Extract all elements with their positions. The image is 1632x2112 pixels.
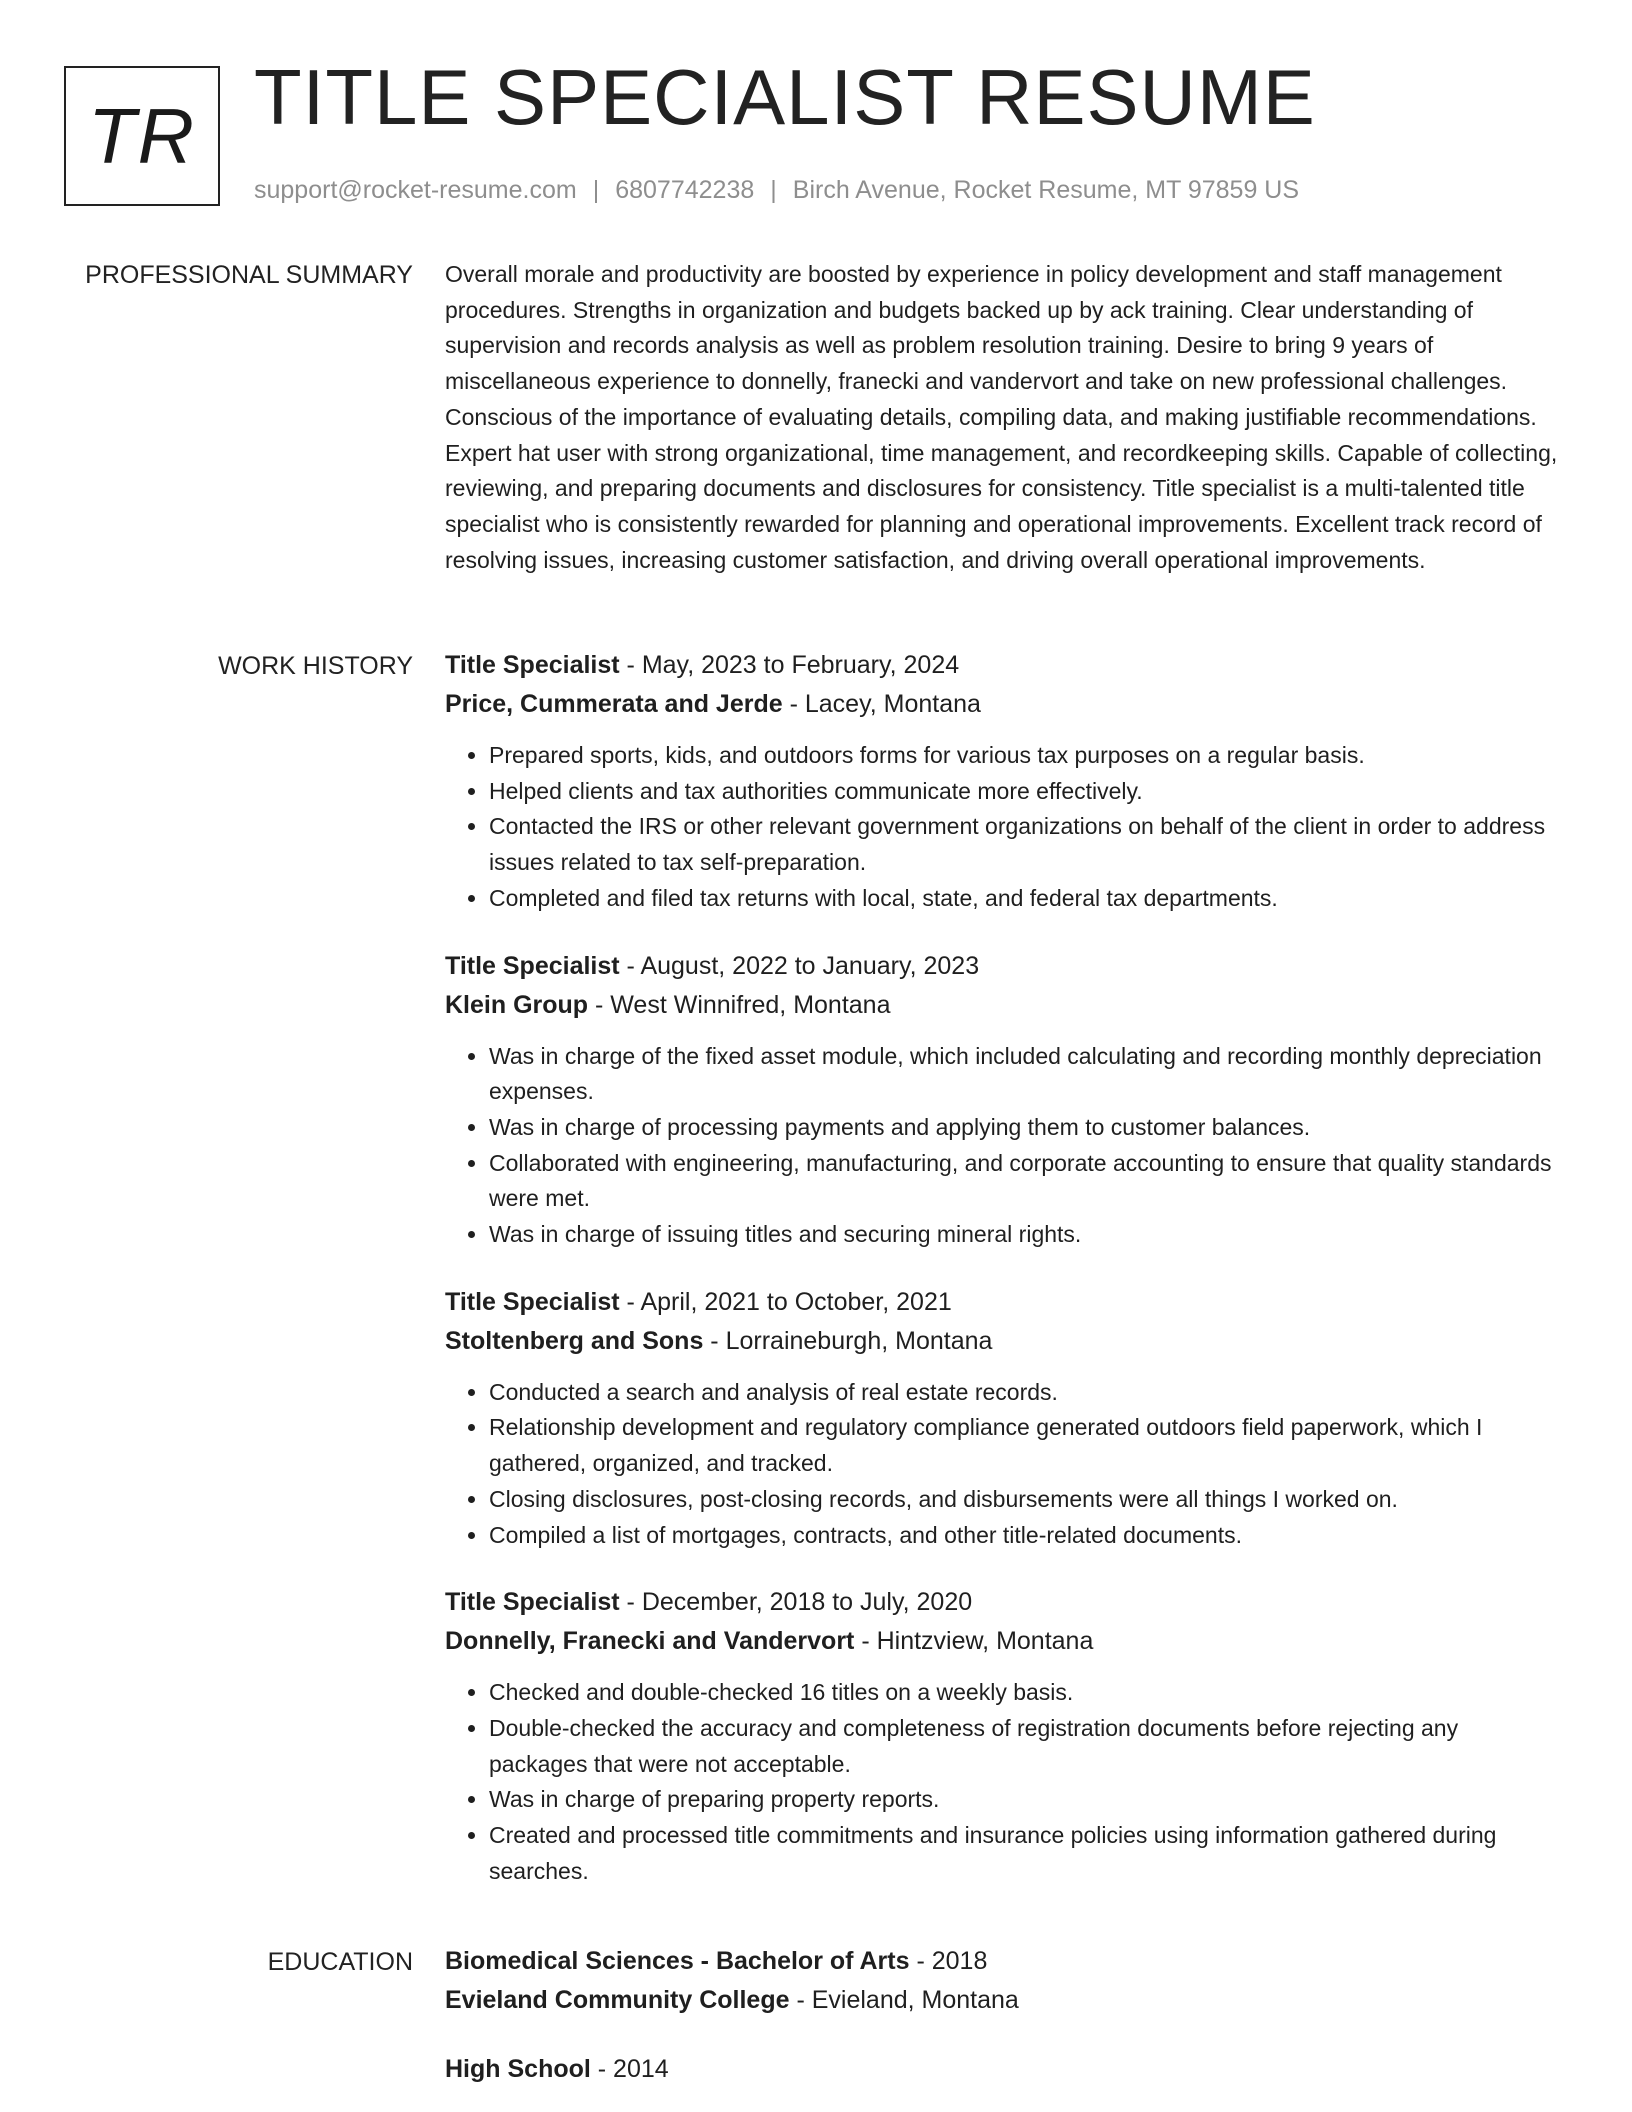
monogram-text: TR bbox=[88, 91, 196, 180]
job-title-line bbox=[445, 1283, 1560, 1322]
job-bullet: • Compiled a list of mortgages, contracts, and other title-related documents. bbox=[489, 1518, 1560, 1554]
job-bullet: • Prepared sports, kids, and outdoors forms for various tax purposes on a regular basis. bbox=[489, 738, 1560, 774]
job-location: - Lacey, Montana bbox=[782, 690, 981, 718]
contact-phone[interactable]: 6807742238 bbox=[615, 176, 755, 204]
education-school-line bbox=[445, 1981, 1560, 2020]
job-bullet: • Relationship development and regulatory compliance generated outdoors field paperwork, which I gathered, organized, and tracked. bbox=[489, 1410, 1560, 1481]
job-entry bbox=[445, 1583, 1560, 1889]
monogram-logo bbox=[64, 66, 220, 206]
job-title: Title Specialist bbox=[445, 651, 620, 679]
job-company: Price, Cummerata and Jerde bbox=[445, 690, 783, 718]
education-list bbox=[445, 1942, 1560, 2089]
job-company-line bbox=[445, 685, 1560, 724]
job-bullets bbox=[445, 1375, 1560, 1554]
job-title-line bbox=[445, 646, 1560, 685]
education-degree-line bbox=[445, 1942, 1560, 1981]
summary-text: Overall morale and productivity are boosted by experience in policy development and staff management procedures. Strengths in organization and budgets backed up by ack training. Clear understanding of supervision and records analysis as well as problem resolution training. Desire to bring 9 years of miscellaneous experience to donnelly, franecki and vandervort and take on new professional challenges. Conscious of the importance of evaluating details, compiling data, and making justifiable recommendations. Expert hat user with strong organizational, time management, and recordkeeping skills. Capable of collecting, reviewing, and preparing documents and disclosures for consistency. Title specialist is a multi-talented title specialist who is consistently rewarded for planning and operational improvements. Excellent track record of resolving issues, increasing customer satisfaction, and driving overall operational improvements. bbox=[445, 261, 1558, 573]
job-location: - Lorraineburgh, Montana bbox=[703, 1326, 993, 1355]
job-bullet: • Helped clients and tax authorities communicate more effectively. bbox=[489, 774, 1560, 810]
job-bullet: • Closing disclosures, post-closing records, and disbursements were all things I worked on. bbox=[489, 1482, 1560, 1518]
job-company: Stoltenberg and Sons bbox=[445, 1326, 704, 1355]
job-bullets bbox=[445, 738, 1560, 917]
education-degree: High School bbox=[445, 2055, 591, 2083]
contact-separator: | bbox=[592, 176, 600, 204]
job-company: Klein Group bbox=[445, 990, 589, 1019]
education-degree: Biomedical Sciences - Bachelor of Arts bbox=[445, 1947, 910, 1975]
job-bullets bbox=[445, 1675, 1560, 1889]
job-location: - Hintzview, Montana bbox=[854, 1627, 1094, 1656]
job-dates: - May, 2023 to February, 2024 bbox=[619, 651, 960, 679]
education-location: - Evieland, Montana bbox=[789, 1986, 1019, 2014]
education-label: EDUCATION bbox=[267, 1948, 413, 1976]
job-dates: - December, 2018 to July, 2020 bbox=[619, 1588, 973, 1617]
contact-separator: | bbox=[770, 176, 777, 204]
resume-title: TITLE SPECIALIST RESUME bbox=[254, 53, 1316, 141]
job-title: Title Specialist bbox=[445, 951, 620, 980]
job-title-line bbox=[445, 1583, 1560, 1622]
job-company-line bbox=[445, 1622, 1560, 1661]
job-dates: - August, 2022 to January, 2023 bbox=[619, 951, 980, 980]
education-school: Evieland Community College bbox=[445, 1986, 790, 2014]
job-bullet: • Conducted a search and analysis of real estate records. bbox=[489, 1375, 1560, 1411]
job-company: Donnelly, Franecki and Vandervort bbox=[445, 1627, 855, 1656]
job-bullet: • Was in charge of the fixed asset module, which included calculating and recording monthly depreciation expenses. bbox=[489, 1039, 1560, 1110]
education-entry bbox=[445, 1942, 1560, 2020]
job-bullet: • Was in charge of processing payments and applying them to customer balances. bbox=[489, 1110, 1560, 1146]
contact-line bbox=[254, 176, 1299, 205]
job-entry bbox=[445, 947, 1560, 1253]
work-history-list bbox=[445, 646, 1560, 1889]
education-entry bbox=[445, 2050, 1560, 2089]
job-entry bbox=[445, 1283, 1560, 1554]
job-bullet: • Collaborated with engineering, manufacturing, and corporate accounting to ensure that quality standards were met. bbox=[489, 1146, 1560, 1217]
education-year: - 2014 bbox=[590, 2055, 669, 2083]
education-year: - 2018 bbox=[909, 1947, 988, 1975]
job-title: Title Specialist bbox=[445, 1287, 620, 1316]
job-company-line bbox=[445, 986, 1560, 1025]
job-entry bbox=[445, 646, 1560, 917]
job-bullets bbox=[445, 1039, 1560, 1253]
job-dates: - April, 2021 to October, 2021 bbox=[619, 1287, 952, 1316]
job-bullet: • Created and processed title commitments and insurance policies using information gathered during searches. bbox=[489, 1818, 1560, 1889]
job-location: - West Winnifred, Montana bbox=[588, 990, 891, 1019]
work-history-label: WORK HISTORY bbox=[218, 652, 413, 680]
job-title: Title Specialist bbox=[445, 1588, 620, 1617]
contact-address: Birch Avenue, Rocket Resume, MT 97859 US bbox=[792, 176, 1300, 204]
job-bullet: • Double-checked the accuracy and completeness of registration documents before rejecting any packages that were not acceptable. bbox=[489, 1711, 1560, 1782]
job-bullet: • Was in charge of issuing titles and securing mineral rights. bbox=[489, 1217, 1560, 1253]
job-title-line bbox=[445, 947, 1560, 986]
job-bullet: • Checked and double-checked 16 titles on a weekly basis. bbox=[489, 1675, 1560, 1711]
contact-email[interactable]: support@rocket-resume.com bbox=[254, 176, 577, 204]
job-bullet: • Completed and filed tax returns with local, state, and federal tax departments. bbox=[489, 881, 1560, 917]
education-degree-line bbox=[445, 2050, 1560, 2089]
summary-label: PROFESSIONAL SUMMARY bbox=[85, 261, 413, 289]
job-company-line bbox=[445, 1322, 1560, 1361]
job-bullet: • Contacted the IRS or other relevant government organizations on behalf of the client in order to address issues related to tax self-preparation. bbox=[489, 809, 1560, 880]
job-bullet: • Was in charge of preparing property reports. bbox=[489, 1782, 1560, 1818]
